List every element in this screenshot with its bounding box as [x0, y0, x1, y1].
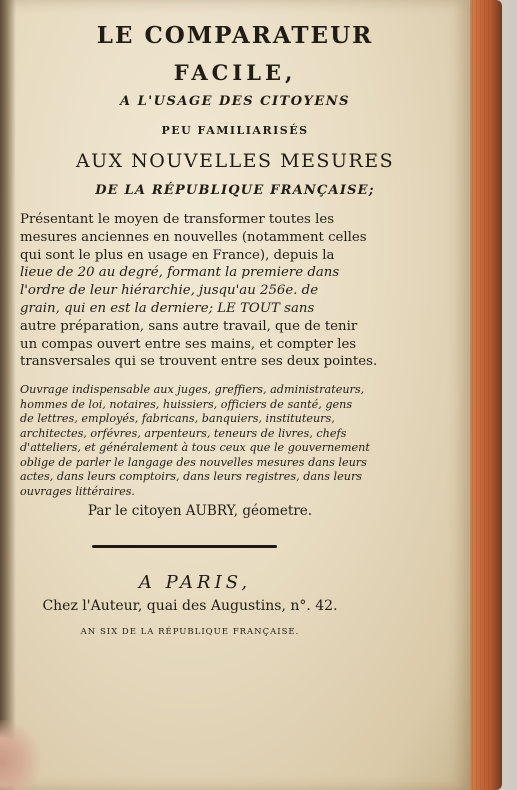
audience-line: de lettres, employés, fabricans, banquiers, instituteurs, — [20, 412, 335, 425]
subtitle-line-1: A L'USAGE DES CITOYENS — [119, 94, 351, 109]
audience-line: oblige de parler le langage des nouvelles mesures dans leurs — [20, 455, 367, 469]
audience-line: d'atteliers, et généralement à tous ceux que le gouvernement — [20, 441, 370, 454]
audience-line: architectes, orfévres, arpenteurs, teneurs de livres, chefs — [20, 426, 347, 440]
book-gutter — [0, 0, 16, 790]
divider-rule — [92, 545, 277, 548]
description-line: lieue de 20 au degré, formant la premiere dans — [20, 265, 340, 281]
description-line: mesures anciennes en nouvelles (notamment celles — [20, 229, 367, 245]
description-paragraph — [20, 211, 378, 371]
title-line-1: LE COMPARATEUR — [96, 22, 374, 49]
audience-line: ouvrages littéraires. — [20, 484, 135, 498]
audience-line: actes, dans leurs comptoirs, dans leurs registres, dans leurs — [20, 470, 363, 483]
address-line: Chez l'Auteur, quai des Augustins, n°. 42. — [42, 598, 338, 614]
city-line: A PARIS, — [138, 572, 252, 593]
audience-line: hommes de loi, notaires, huissiers, officiers de santé, gens — [20, 397, 353, 411]
description-line: Présentant le moyen de transformer toutes les — [20, 212, 335, 227]
subtitle-line-2: PEU FAMILIARISÉS — [161, 124, 309, 137]
description-line: transversales qui se trouvent entre ses deux pointes. — [20, 354, 378, 370]
description-line: qui sont le plus en usage en France), depuis la — [20, 247, 335, 263]
year-line: AN SIX DE LA RÉPUBLIQUE FRANÇAISE. — [80, 627, 300, 637]
title-line-2: FACILE, — [173, 60, 297, 85]
audience-paragraph — [20, 383, 368, 499]
description-line: autre préparation, sans autre travail, que de tenir — [20, 318, 358, 334]
description-line: grain, qui en est la derniere; LE TOUT sans — [20, 300, 315, 316]
description-line: un compas ouvert entre ses mains, et compter les — [20, 336, 357, 352]
thumb — [0, 720, 40, 790]
description-line: l'ordre de leur hiérarchie, jusqu'au 256e. de — [20, 283, 319, 299]
subtitle-line-3: AUX NOUVELLES MESURES — [75, 150, 395, 172]
audience-line: Ouvrage indispensable aux juges, greffiers, administrateurs, — [20, 383, 365, 396]
author-line: Par le citoyen AUBRY, géometre. — [87, 503, 313, 519]
subtitle-line-4: DE LA RÉPUBLIQUE FRANÇAISE; — [95, 183, 375, 198]
